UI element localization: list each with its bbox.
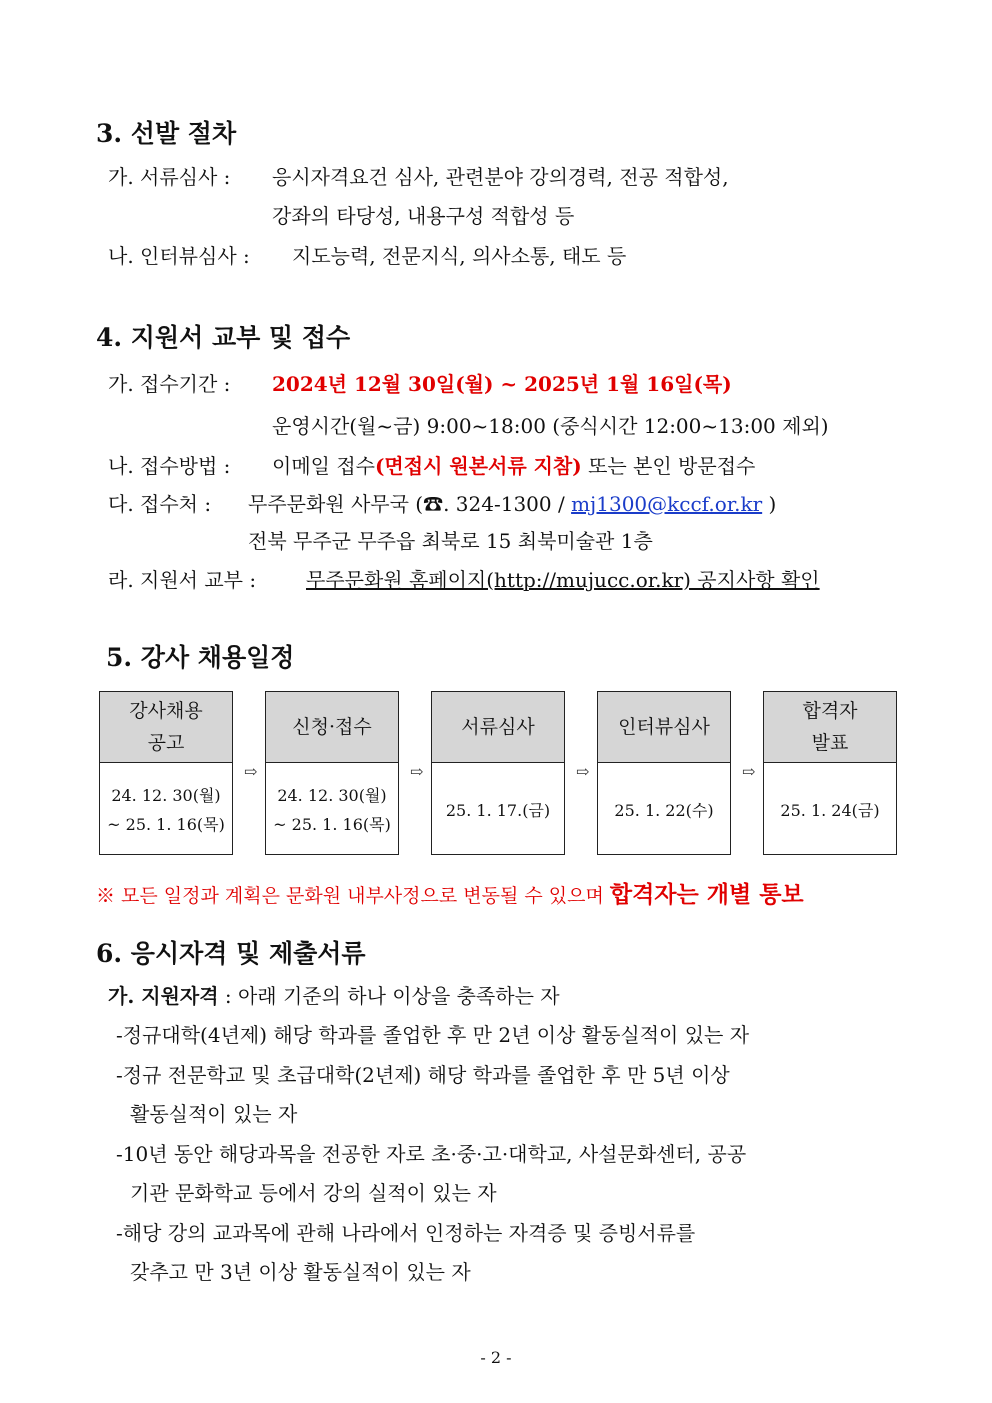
qualification-item-cont: 기관 문화학교 등에서 강의 실적이 있는 자 (130, 1181, 497, 1205)
email-link[interactable]: mj1300@kccf.or.kr (571, 492, 763, 516)
section4-period: 2024년 12월 30일(월) ~ 2025년 1월 16일(목) (272, 372, 732, 396)
homepage-link[interactable]: 무주문화원 홈페이지(http://mujucc.or.kr) 공지사항 확인 (306, 568, 820, 592)
section6-title: 6. 응시자격 및 제출서류 (96, 939, 366, 968)
arrow-icon: ⇨ (576, 762, 590, 781)
qualification-item-cont: 활동실적이 있는 자 (130, 1102, 298, 1126)
step-label: 합격자 발표 (764, 692, 896, 763)
section4-contact (248, 488, 776, 517)
section4-title: 4. 지원서 교부 및 접수 (96, 323, 351, 352)
section4-hours: 운영시간(월~금) 9:00~18:00 (중식시간 12:00~13:00 제외) (272, 414, 829, 438)
phone-icon: ☎ (423, 492, 444, 516)
note-emphasis: 합격자는 개별 통보 (609, 881, 804, 908)
section3-a-line2: 강좌의 타당성, 내용구성 적합성 등 (272, 204, 575, 228)
section5-title: 5. 강사 채용일정 (106, 643, 295, 672)
section4-d-label: 라. 지원서 교부 : (108, 568, 257, 592)
arrow-icon: ⇨ (410, 762, 424, 781)
section6-a (108, 980, 560, 1009)
contact-close: ) (768, 492, 777, 516)
section4-method (272, 450, 755, 479)
schedule-step (265, 691, 399, 855)
step-label: 인터뷰심사 (598, 692, 730, 763)
schedule-step (99, 691, 233, 855)
step-date: 24. 12. 30(월) ~ 25. 1. 16(목) (107, 786, 225, 834)
page-number: - 2 - (480, 1348, 512, 1367)
qualification-label: 가. 지원자격 (108, 984, 219, 1008)
step-date: 25. 1. 24(금) (780, 800, 880, 820)
schedule-note (96, 876, 804, 909)
step-date: 25. 1. 22(수) (614, 800, 714, 820)
section3-a-label: 가. 서류심사 : (108, 165, 231, 189)
step-date: 25. 1. 17.(금) (445, 800, 551, 820)
qualification-item-cont: 갖추고 만 3년 이상 활동실적이 있는 자 (130, 1260, 471, 1284)
note-text: ※ 모든 일정과 계획은 문화원 내부사정으로 변동될 수 있으며 (96, 885, 604, 907)
method-note: (면접시 원본서류 지참) (374, 454, 582, 478)
contact-office: 무주문화원 사무국 ( (248, 492, 424, 516)
step-label: 서류심사 (432, 692, 564, 763)
qualification-item: -정규대학(4년제) 해당 학과를 졸업한 후 만 2년 이상 활동실적이 있는 자 (116, 1023, 750, 1047)
section4-b-label: 나. 접수방법 : (108, 454, 231, 478)
contact-phone: . 324-1300 / (443, 492, 565, 516)
section4-a-label: 가. 접수기간 : (108, 372, 231, 396)
section4-address: 전북 무주군 무주읍 최북로 15 최북미술관 1층 (248, 529, 653, 553)
method-visit: 또는 본인 방문접수 (588, 454, 756, 478)
qualification-item: -해당 강의 교과목에 관해 나라에서 인정하는 자격증 및 증빙서류를 (116, 1221, 696, 1245)
qualification-item: -정규 전문학교 및 초급대학(2년제) 해당 학과를 졸업한 후 만 5년 이상 (116, 1063, 730, 1087)
schedule-step (597, 691, 731, 855)
method-email: 이메일 접수 (272, 454, 375, 478)
qualification-item: -10년 동안 해당과목을 전공한 자로 초·중·고·대학교, 사설문화센터, 공공 (116, 1142, 747, 1166)
section3-b-text: 지도능력, 전문지식, 의사소통, 태도 등 (292, 244, 627, 268)
step-date: 24. 12. 30(월) ~ 25. 1. 16(목) (273, 786, 391, 834)
section4-c-label: 다. 접수처 : (108, 492, 212, 516)
step-label: 강사채용 공고 (100, 692, 232, 763)
schedule-step (763, 691, 897, 855)
section3-a-line1: 응시자격요건 심사, 관련분야 강의경력, 전공 적합성, (272, 165, 729, 189)
step-label: 신청·접수 (266, 692, 398, 763)
arrow-icon: ⇨ (244, 762, 258, 781)
section3-title: 3. 선발 절차 (96, 119, 237, 148)
arrow-icon: ⇨ (742, 762, 756, 781)
schedule-step (431, 691, 565, 855)
section3-b-label: 나. 인터뷰심사 : (108, 244, 250, 268)
qualification-text: : 아래 기준의 하나 이상을 충족하는 자 (224, 984, 560, 1008)
